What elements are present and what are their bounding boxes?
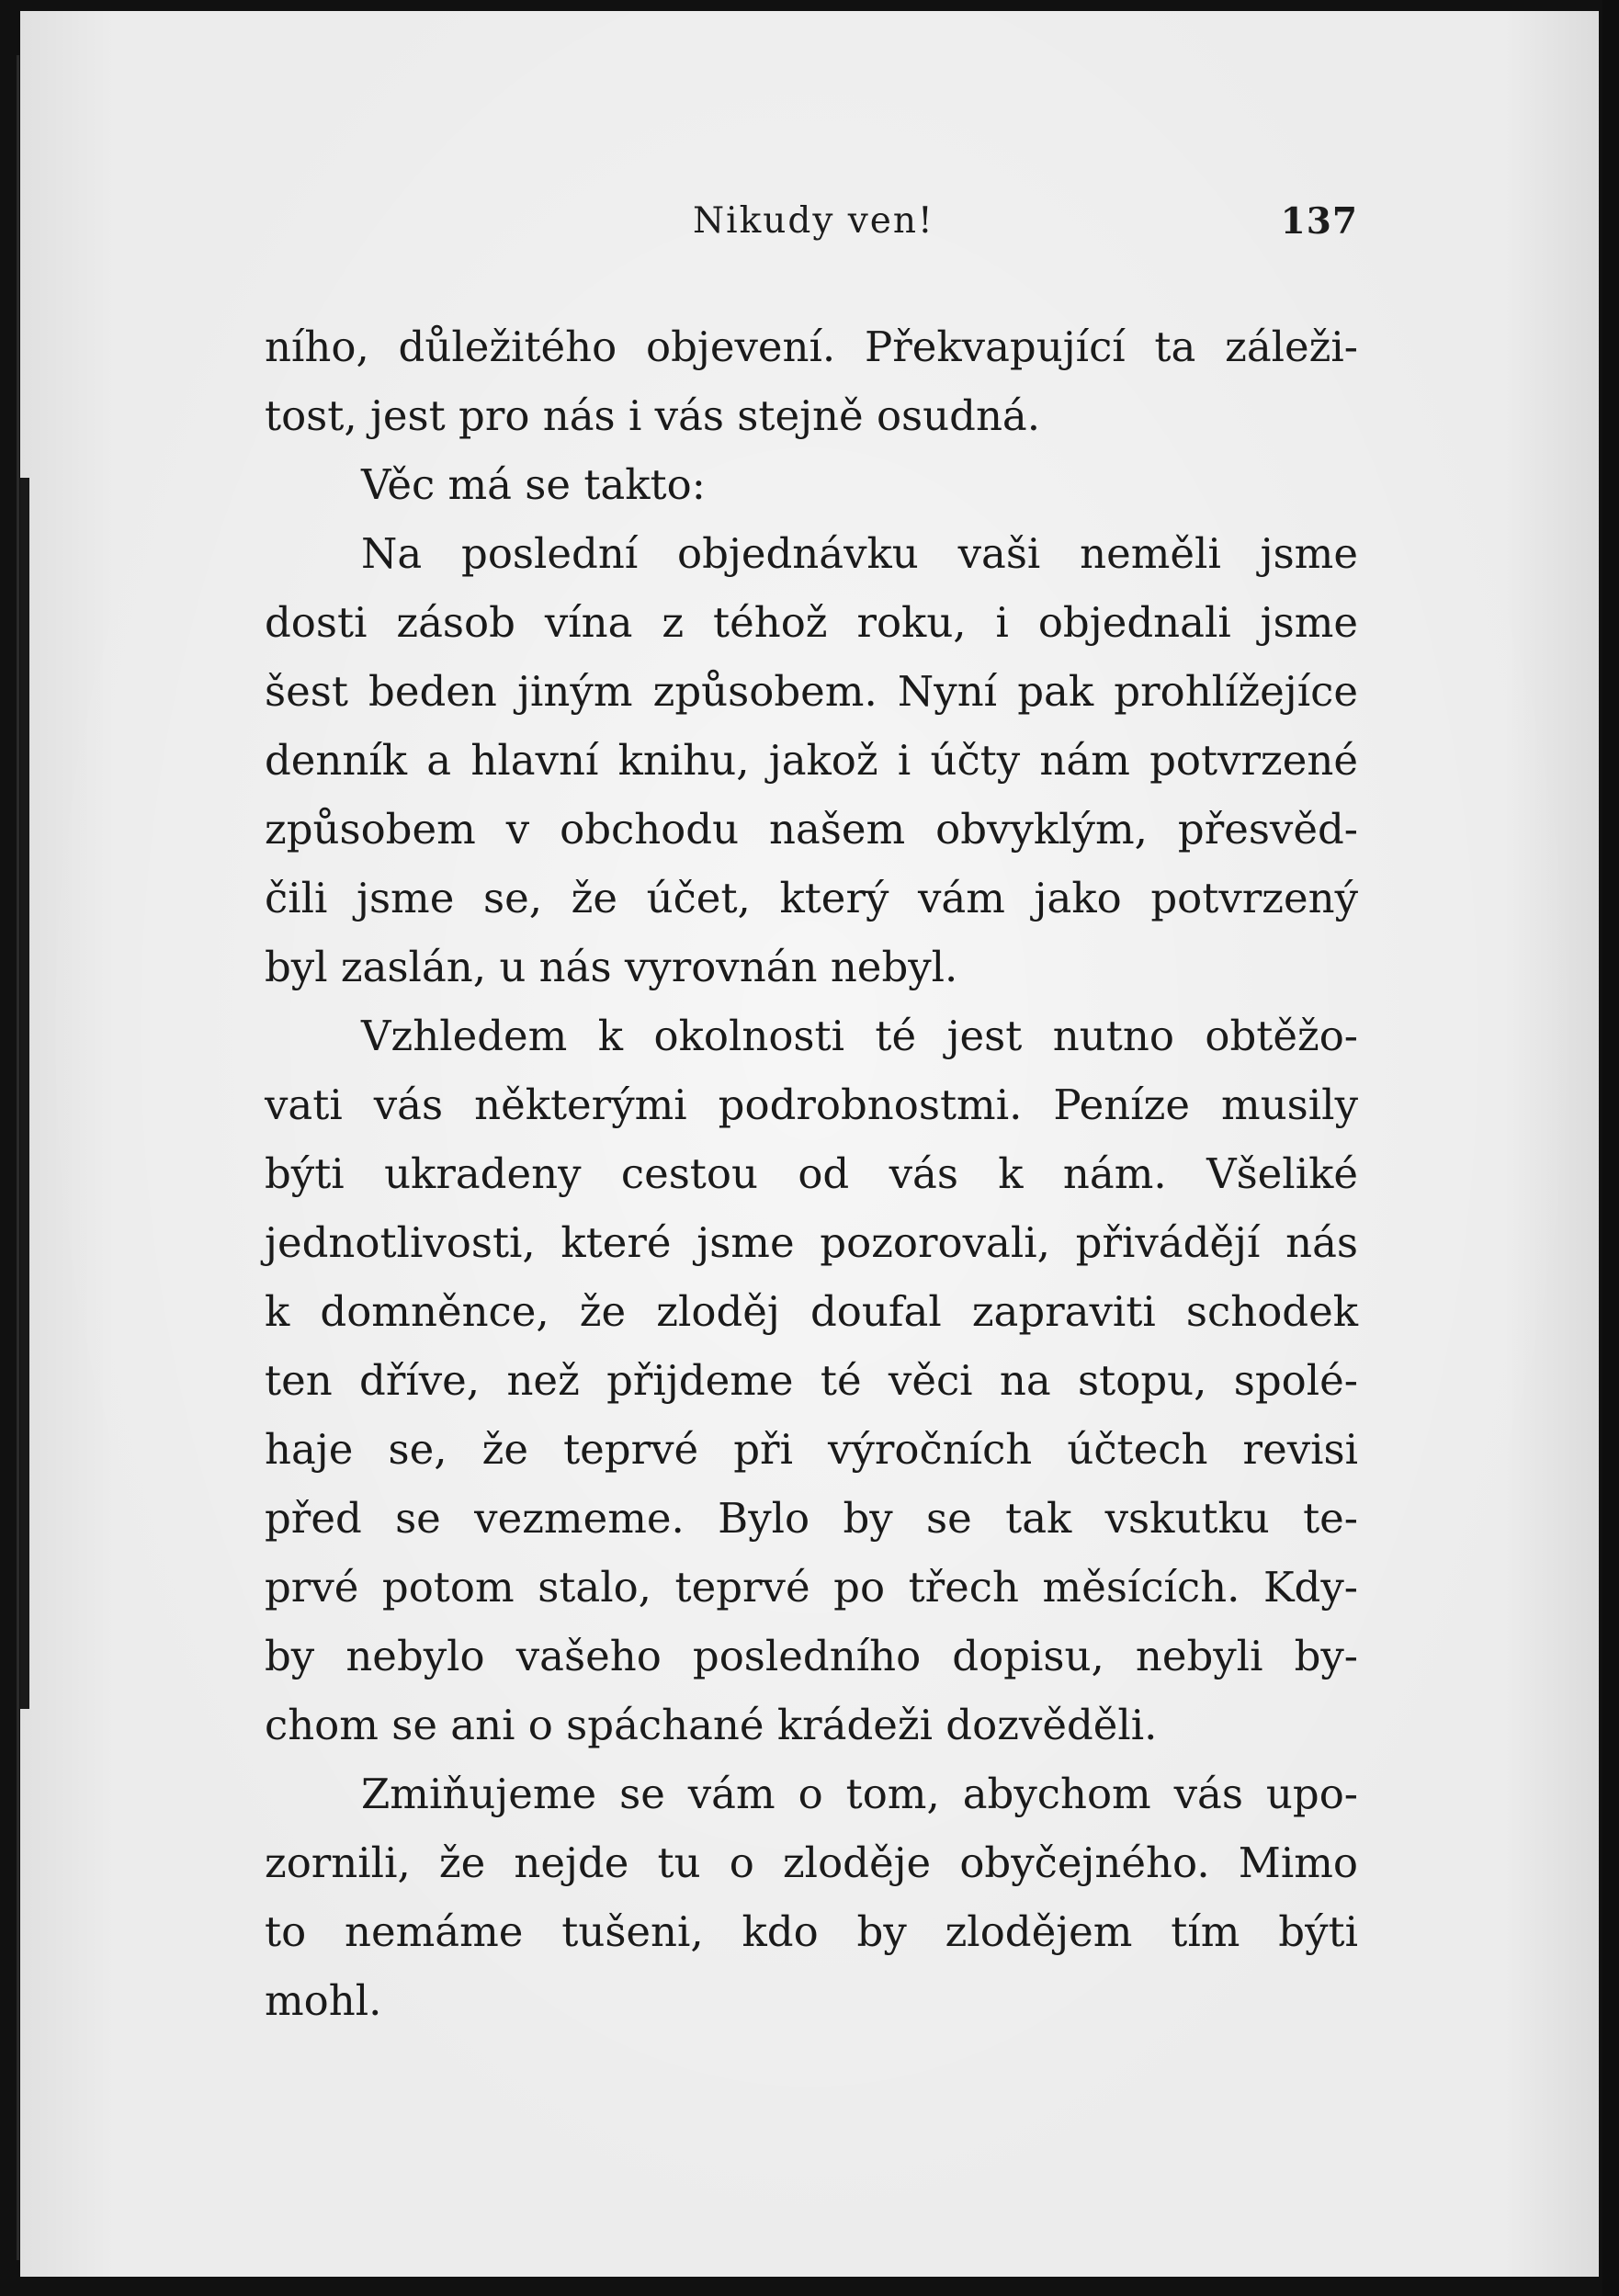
text-line: způsobem v obchodu našem obvyklým, přesvěd-: [265, 805, 1358, 854]
running-title: Nikudy ven!: [693, 200, 934, 242]
text-line: před se vezmeme. Bylo by se tak vskutku te-: [265, 1494, 1358, 1543]
body-text: [265, 312, 1358, 2035]
text-line: denník a hlavní knihu, jakož i účty nám potvrzené: [265, 736, 1358, 785]
text-line: Zmiňujeme se vám o tom, abychom vás upo-: [361, 1770, 1358, 1818]
text-line: dosti zásob vína z téhož roku, i objednali jsme: [265, 598, 1358, 647]
text-line: jednotlivosti, které jsme pozorovali, přivádějí nás: [265, 1218, 1358, 1267]
text-line: ního, důležitého objevení. Překvapující ta záleži-: [265, 322, 1358, 371]
binding-edge: [17, 55, 19, 2260]
text-line: to nemáme tušeni, kdo by zlodějem tím býti: [265, 1907, 1358, 1956]
text-line: ten dříve, než přijdeme té věci na stopu, spolé-: [265, 1356, 1358, 1405]
text-line: býti ukradeny cestou od vás k nám. Všeliké: [265, 1149, 1358, 1198]
text-line: tost, jest pro nás i vás stejně osudná.: [265, 391, 1041, 440]
text-line: Věc má se takto:: [361, 460, 706, 509]
text-line: byl zaslán, u nás vyrovnán nebyl.: [265, 943, 958, 991]
text-line: haje se, že teprvé při výročních účtech revisi: [265, 1425, 1358, 1474]
text-line: k domněnce, že zloděj doufal zapraviti schodek: [265, 1287, 1358, 1336]
page-number: 137: [1280, 200, 1358, 243]
text-line: chom se ani o spáchané krádeži dozvěděli.: [265, 1701, 1158, 1749]
text-line: zornili, že nejde tu o zloděje obyčejného. Mimo: [265, 1838, 1358, 1887]
text-line: mohl.: [265, 1976, 382, 2025]
page-header: [265, 200, 1358, 255]
binding-shadow: [20, 478, 29, 1709]
text-line: Na poslední objednávku vaši neměli jsme: [361, 529, 1358, 578]
text-line: šest beden jiným způsobem. Nyní pak prohlížejíce: [265, 667, 1358, 716]
text-line: čili jsme se, že účet, který vám jako potvrzený: [265, 874, 1358, 922]
text-line: prvé potom stalo, teprvé po třech měsících. Kdy-: [265, 1563, 1358, 1612]
text-line: vati vás některými podrobnostmi. Peníze musily: [265, 1080, 1358, 1129]
text-line: Vzhledem k okolnosti té jest nutno obtěžo-: [361, 1012, 1358, 1060]
text-line: by nebylo vašeho posledního dopisu, nebyli by-: [265, 1632, 1358, 1680]
page-edge-shadow: [1602, 0, 1619, 2296]
